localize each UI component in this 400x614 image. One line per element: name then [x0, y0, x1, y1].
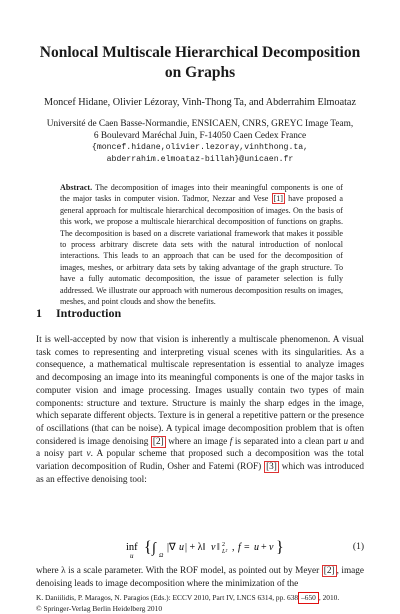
paragraph-1-text-c: is separated into a clean part: [232, 436, 344, 447]
footer-citation-end: , 2010.: [318, 593, 340, 602]
author-list: Moncef Hidane, Olivier Lézoray, Vinh-Thong Ta, and Abderrahim Elmoataz: [44, 97, 356, 108]
citation-link-3[interactable]: [3]: [266, 462, 277, 473]
svg-text:=: =: [244, 542, 250, 553]
title-line-2: on Graphs: [164, 64, 236, 81]
svg-text:,: ,: [232, 542, 235, 553]
svg-text:| + λ‖: | + λ‖: [185, 542, 206, 553]
citation-link-4[interactable]: [2]: [323, 566, 335, 576]
section-title: Introduction: [56, 306, 122, 320]
footer-citation-text: K. Daniilidis, P. Maragos, N. Paragios (Eds.): ECCV 2010, Part IV, LNCS 6314, pp. 638: [36, 593, 299, 602]
paragraph-1-text-f: which was introduced as an effective denoising tool:: [36, 462, 364, 485]
svg-text:L²: L²: [222, 549, 228, 555]
paragraph-1-text-d: and a noisy part: [36, 436, 365, 460]
svg-text:}: }: [276, 539, 284, 556]
paragraph-1-text-e: . A popular scheme that proposed such a decomposition was the total variation decomposition of Rudin, Osher and Fatemi (ROF): [36, 449, 365, 473]
svg-text:∫: ∫: [152, 541, 156, 556]
paragraph-1-text-b: where an image: [165, 436, 230, 447]
svg-text:2: 2: [222, 542, 225, 548]
page-range-highlight[interactable]: –650: [298, 592, 319, 604]
footer-citation: [36, 592, 366, 604]
svg-text:u: u: [254, 542, 259, 553]
variable-f: f: [229, 436, 233, 447]
svg-text:u: u: [179, 542, 184, 553]
section-heading: [36, 306, 121, 321]
body-text: [36, 334, 364, 486]
affiliation: [10, 118, 390, 166]
svg-text:|∇: |∇: [167, 542, 176, 553]
svg-text:u: u: [130, 552, 134, 560]
abstract-text-b: have proposed a general approach for multiscale hierarchical decomposition of images. On the basis of this work, we propose a multiscale hierarchical decomposition of functions on graphs. The decomposition is based on a discrete variational framework that makes it possible to process arbitrary discrete data sets with the natural introduction of nonlocal interactions. This leads to an approach that can be used for the decomposition of images, meshes, or arbitrary data sets by taking advantage of the graph structure. To have a fully automatic decomposition, the issue of parameter selection is fully addressed. We illustrate our approach with numerous decomposition results on images, meshes, and point clouds and show the benefits.: [60, 194, 343, 307]
section-number: 1: [36, 306, 42, 320]
variable-v: v: [86, 449, 91, 460]
email-line-2: abderrahim.elmoataz-billah}@unicaen.fr: [106, 155, 294, 164]
svg-text:‖: ‖: [217, 542, 220, 553]
equation-number: (1): [352, 542, 364, 552]
abstract: [60, 182, 343, 307]
svg-text:inf: inf: [126, 542, 138, 553]
copyright-line: © Springer-Verlag Berlin Heidelberg 2010: [36, 603, 163, 613]
svg-text:{: {: [144, 539, 152, 556]
body-text-continued: [36, 565, 364, 590]
svg-text:v: v: [269, 542, 274, 553]
paragraph-2-text-a: where λ is a scale parameter. With the ROF model, as pointed out by Meyer: [36, 566, 322, 576]
email-line-1: {moncef.hidane,olivier.lezoray,vinhthong.ta,: [91, 143, 309, 152]
citation-link-1[interactable]: [1]: [273, 194, 283, 204]
affiliation-line-2: 6 Boulevard Maréchal Juin, F-14050 Caen Cedex France: [93, 131, 307, 141]
paper-title: [20, 43, 380, 83]
svg-text:Ω: Ω: [159, 553, 164, 559]
variable-u: u: [343, 436, 349, 447]
page-footer: [36, 592, 366, 613]
abstract-text-a: The decomposition of images into their meaningful components is one of the major tasks in computer vision. Tadmor, Nezzar and Vese: [60, 183, 343, 204]
svg-text:v: v: [211, 542, 216, 553]
paragraph-2-text-b: , image denoising leads to image decomposition where the minimization of the: [36, 566, 364, 589]
abstract-label: Abstract.: [60, 183, 93, 192]
title-line-1: Nonlocal Multiscale Hierarchical Decomposition: [39, 44, 361, 61]
citation-link-2[interactable]: [2]: [152, 436, 164, 447]
paragraph-1-text-a: It is well-accepted by now that vision is inherently a multiscale phenomenon. A visual task comes to representing and interpreting visual scenes with its singularities. As a consequence, a mathematical multiscale representation is essential to analyze images and decomposing an image into its meaningful components is one of the major tasks in computer vision and image processing. Images usually contain two types of main components: structure and texture. Structure is mainly the sharp edges in the image, which separate different objects. Texture is in general a repetitive pattern or the presence of oscillations (that can be noise). A typical image decomposition problem that is often considered is image denoising: [36, 335, 364, 447]
affiliation-line-1: Université de Caen Basse-Normandie, ENSICAEN, CNRS, GREYC Image Team,: [46, 119, 354, 129]
equation-1: [36, 536, 364, 560]
paragraph-1: [36, 334, 364, 486]
svg-text:+: +: [261, 542, 267, 553]
svg-text:f: f: [238, 542, 241, 553]
equation-expression: [126, 538, 326, 560]
